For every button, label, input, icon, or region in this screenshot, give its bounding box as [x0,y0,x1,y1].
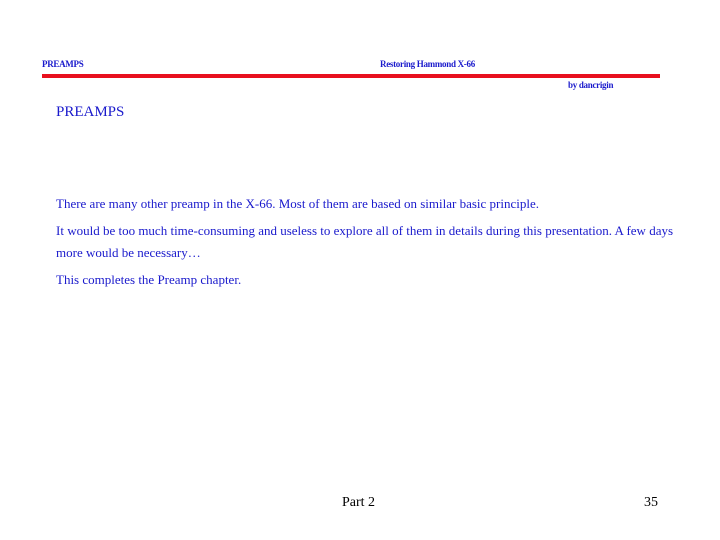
body-paragraph-3: This completes the Preamp chapter. [56,272,242,287]
body-paragraph-2: It would be too much time-consuming and useless to explore all of them in details during this presentation. A few days more would be necessary… [56,223,674,260]
footer-section-label: Part 2 [342,495,376,510]
header-divider [42,74,660,78]
header-center-label: Restoring Hammond X-66 [380,59,475,69]
body-paragraph-1: There are many other preamp in the X-66. Most of them are based on similar basic principle. [56,196,540,211]
slide-body [56,193,686,296]
header-left-label: PREAMPS [42,59,84,69]
header-author-label: by dancrigin [568,80,614,90]
page-number: 35 [644,495,658,510]
slide-title: PREAMPS [56,104,125,120]
